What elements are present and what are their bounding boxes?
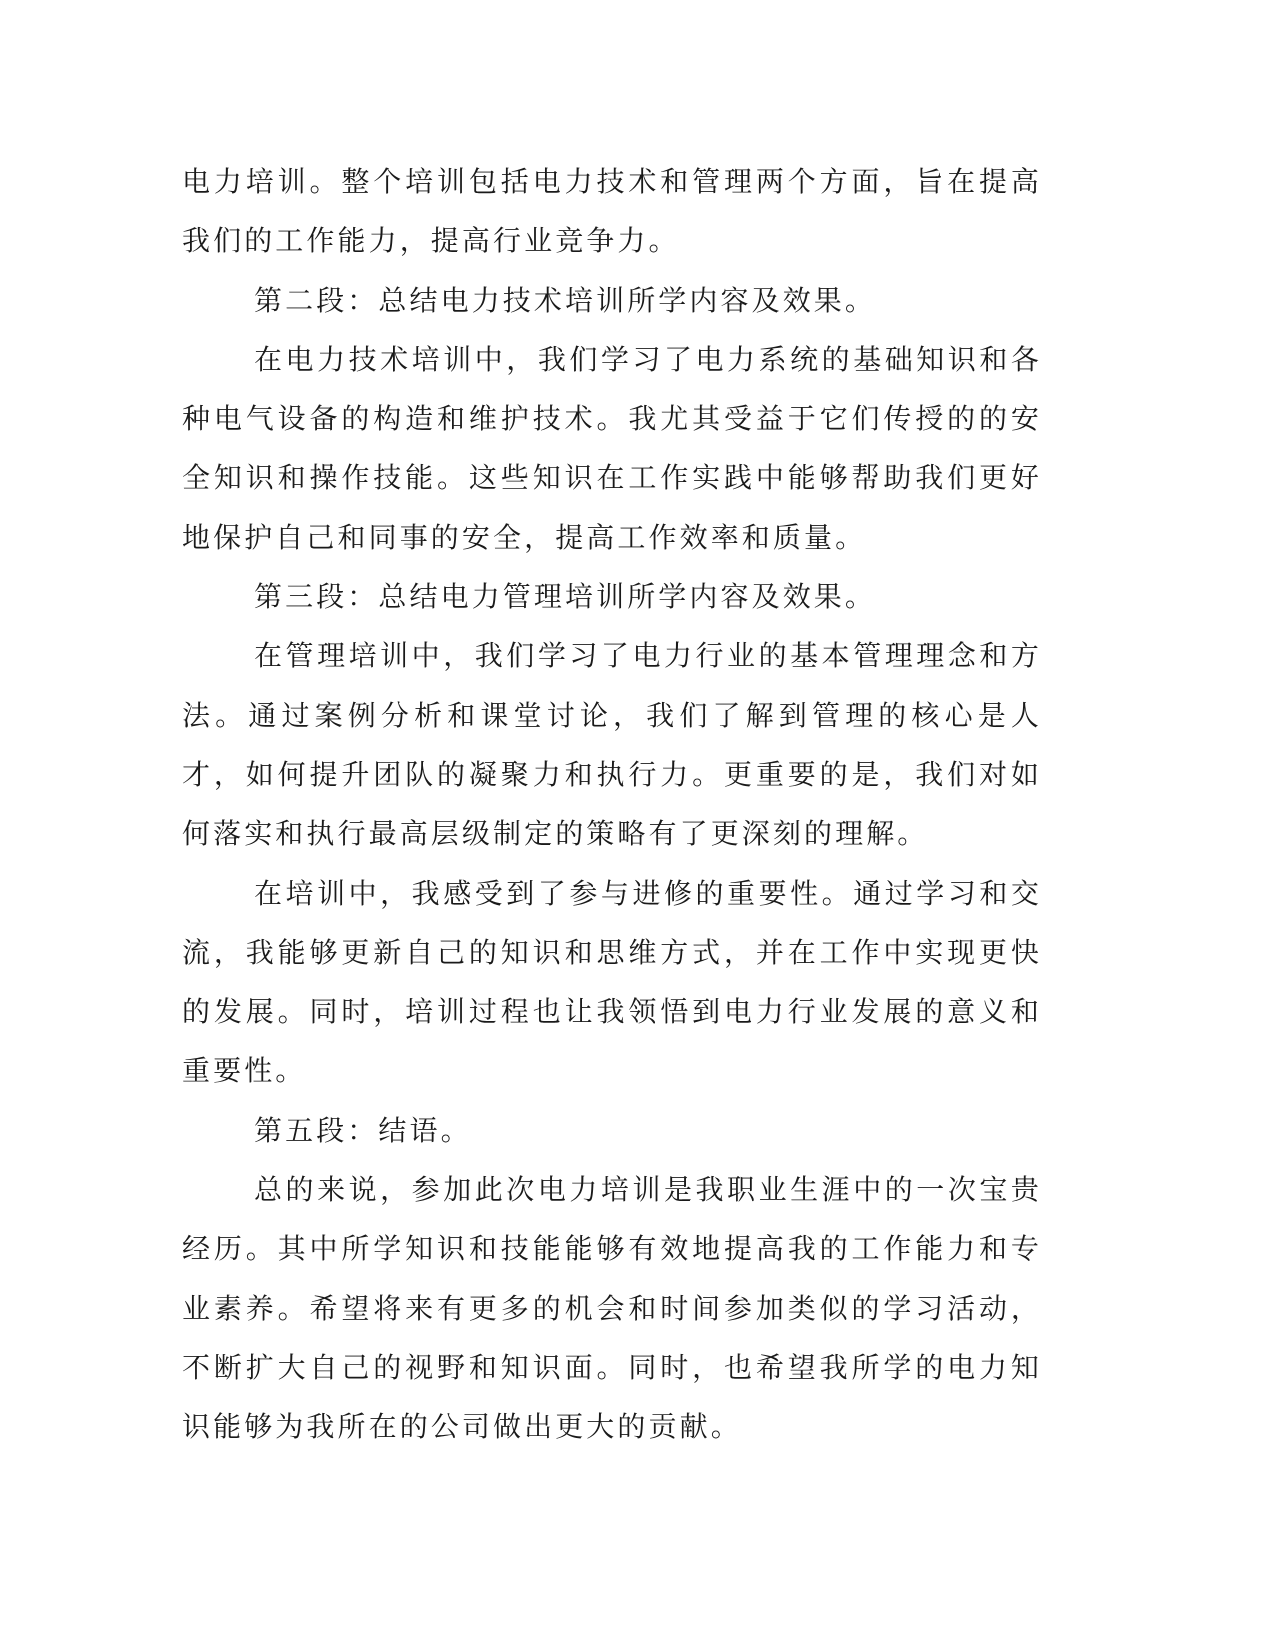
paragraph-continuation: 电力培训。整个培训包括电力技术和管理两个方面，旨在提高我们的工作能力，提高行业竞争力。 [182, 165, 1042, 258]
section-heading-5: 第五段：结语。 [254, 1113, 472, 1147]
section-heading-3: 第三段：总结电力管理培训所学内容及效果。 [254, 580, 877, 614]
paragraph-further-study: 在培训中，我感受到了参与进修的重要性。通过学习和交流，我能够更新自己的知识和思维方式，并在工作中实现更快的发展。同时，培训过程也让我领悟到电力行业发展的意义和重要性。 [182, 876, 1042, 1088]
document-body [182, 152, 1042, 1457]
section-heading-2: 第二段：总结电力技术培训所学内容及效果。 [254, 283, 877, 317]
paragraph-technical-training: 在电力技术培训中，我们学习了电力系统的基础知识和各种电气设备的构造和维护技术。我尤其受益于它们传授的的安全知识和操作技能。这些知识在工作实践中能够帮助我们更好地保护自己和同事的安全，提高工作效率和质量。 [182, 342, 1042, 554]
paragraph-management-training: 在管理培训中，我们学习了电力行业的基本管理理念和方法。通过案例分析和课堂讨论，我们了解到管理的核心是人才，如何提升团队的凝聚力和执行力。更重要的是，我们对如何落实和执行最高层级制定的策略有了更深刻的理解。 [182, 639, 1042, 851]
paragraph-conclusion: 总的来说，参加此次电力培训是我职业生涯中的一次宝贵经历。其中所学知识和技能能够有效地提高我的工作能力和专业素养。希望将来有更多的机会和时间参加类似的学习活动，不断扩大自己的视野和知识面。同时，也希望我所学的电力知识能够为我所在的公司做出更大的贡献。 [182, 1173, 1042, 1444]
